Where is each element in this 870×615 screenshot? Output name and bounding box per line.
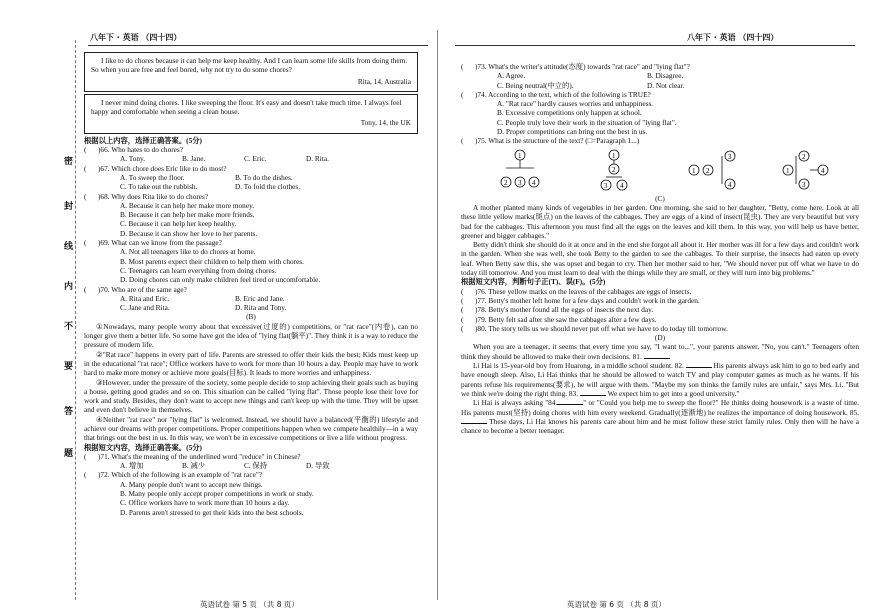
section-instruction: 根据短文内容，判断句子正(T)、误(F)。(5分) (461, 277, 606, 287)
left-header-rule (88, 45, 428, 46)
svg-text:2: 2 (802, 152, 806, 161)
svg-text:2: 2 (612, 165, 616, 174)
blank-81[interactable] (644, 352, 670, 359)
question-71: ( )71. What's the meaning of the underlined word "reduce" in Chinese? (84, 451, 301, 461)
seal-line (75, 40, 76, 600)
question-67: ( )67. Which chore does Eric like to do most? (84, 163, 227, 173)
left-header: 八年下 · 英语 （四十四） (90, 33, 182, 42)
passage-b-p3: ③However, under the pressure of the society, some people decide to stop achieving their goals such as buying a house, getting good grades and so on. This situation can be called "lying flat". Those people lose their love for work and study. Besides, they don't want to accept new things and can't keep up with the time. They will be upset and even don't believe in themselves. (84, 377, 418, 415)
svg-text:3: 3 (802, 180, 806, 189)
blank-84[interactable] (557, 398, 583, 405)
question-78: ( )78. Betty's mother found all the eggs of insects the next day. (461, 305, 654, 315)
side-char: 线 (64, 242, 74, 252)
svg-text:3: 3 (518, 178, 522, 187)
left-column (84, 52, 418, 517)
structure-diagrams (483, 148, 859, 192)
svg-text:4: 4 (620, 181, 624, 190)
structure-diagram-b (584, 148, 664, 192)
question-72: ( )72. Which of the following is an example of "rat race"? (84, 470, 263, 480)
right-footer: 英语试卷 第 6 页 （共 8 页） (567, 599, 666, 609)
options-67: A. To sweep the floor. B. To do the dishes. C. To take out the rubbish. D. To fold the clothes. (120, 172, 301, 192)
structure-diagram-c (678, 148, 758, 192)
right-header: 八年下 · 英语 （四十四） (687, 33, 779, 42)
section-d-title: (D) (654, 333, 666, 343)
blank-85[interactable] (461, 417, 487, 424)
passage-c-p1: A mother planted many kinds of vegetables in her garden. One morning, she said to her daughter, "Betty, come here. Look at all these little yellow marks(斑点) on the leaves of the cabbages. They are eggs of a kind of insect(昆虫). They are very beautiful but very bad for the cabbages. This afternoon you must find all the eggs on the leaves and kill them. In this way, you will help us have better, greener and bigger cabbages." (461, 202, 859, 240)
options-74: A. "Rat race" hardly causes worries and unhappiness. B. Excessive competitions only happen at school. C. People truly love their work in the situation of "lying flat". D. Proper competitions can bring out the best in us. (497, 99, 677, 137)
question-74: ( )74. According to the text, which of the following is TRUE? (461, 89, 651, 99)
svg-text:3: 3 (728, 152, 732, 161)
structure-diagram-d (772, 148, 852, 192)
structure-diagram-a (490, 148, 570, 192)
svg-text:3: 3 (604, 181, 608, 190)
quote-text: I never mind doing chores. I like sweeping the floor. It's easy and doesn't take much time. I always feel happy and comfortable when seeing a clean house. (91, 97, 402, 117)
section-c-title: (C) (655, 193, 665, 203)
passage-d-p2: Li Hai is 15-year-old boy from Huarong, in a middle school student. 82. His parents always ask him to go to bed early and have enough sleep. Also, Li Hai thinks that he should be allowed to watch TV and play computer games as much as he wants. If his parents refuse his requirements(要求), he will argue with them. "Maybe my son thinks the family rules are unfair," says Mrs. Li. "But we think we're doing the right thing. 83. We expect him to get into a good university." (461, 361, 859, 398)
options-71: A. 增加 B. 减少 C. 保持 D. 导致 (120, 461, 330, 471)
passage-b-p1: ①Nowadays, many people worry about that excessive(过度的) competitions, or "rat race"(内卷), can no longer give them a better life. So some have got the idea of "lying flat(躺平)". They think it is a way to reduce the pressure of modern life. (84, 321, 418, 350)
question-79: ( )79. Betty felt sad after she saw the cabbages after a few days. (461, 314, 657, 324)
svg-text:4: 4 (821, 166, 825, 175)
question-76: ( )76. These yellow marks on the leaves of the cabbages are eggs of insects. (461, 286, 692, 296)
side-char: 内 (64, 282, 74, 292)
svg-text:1: 1 (786, 166, 790, 175)
quote-text: I like to do chores because it can help me keep healthy. And I can learn some life skills from doing them. So when you are free and feel bored, why not try to do some chores? (91, 56, 408, 75)
left-footer: 英语试卷 第 5 页 （共 8 页） (200, 599, 299, 609)
side-char: 密 (64, 157, 74, 167)
question-73: ( )73. What's the writer's attitude(态度) towards "rat race" and "lying flat"? (461, 62, 690, 71)
passage-d-p1: When you are a teenager, it seems that every time you say, "I want to...", your parents answer, "No, you can't." Teenagers often think they should be allowed to make their own decisions. 81. (461, 342, 859, 361)
options-68: A. Because it can help her make more money. B. Because it can help her make more friends. C. Because it can help her keep healthy. D. Because it can show her love to her parents. (120, 200, 258, 238)
question-66: ( )66. Who hates to do chores? (84, 145, 183, 155)
blank-83[interactable] (580, 389, 606, 396)
passage-b-p2: ②"Rat race" happens in every part of life. Parents are stressed to offer their kids the best; Kids must keep up in the educational "rat race"; Office workers have to work for more than 10 hours a day. People may have to work hard to make more money or achieve more goals(目标). It leads to more worries and unhappiness. (84, 349, 418, 378)
side-char: 要 (64, 362, 74, 372)
passage-d-p3: Li Hai is always asking "84. " or "Could you help me to sweep the floor?" He thinks doing housework is a waste of time. His parents must(坚持) doing chores with him every weekend. Gradually(逐渐地) he realizes the importance of doing housework. 85. These days, Li Hai knows his parents care about him and he must follow these strict family rules. Only then will he have a chance to become a better teenager. (461, 398, 859, 436)
quote-box-tony (84, 94, 418, 134)
svg-text:1: 1 (692, 166, 696, 175)
svg-text:4: 4 (728, 180, 732, 189)
svg-text:2: 2 (706, 166, 710, 175)
question-80: ( )80. The story tells us we should never put off what we have to do today till tomorrow. (461, 323, 728, 333)
question-68: ( )68. Why does Rita like to do chores? (84, 191, 209, 201)
section-instruction: 根据以上内容，选择正确答案。(5分) (84, 135, 202, 145)
section-instruction: 根据短文内容，选择正确答案。(5分) (84, 442, 202, 452)
passage-c-p2: Betty didn't think she should do it at once and in the end she forgot all about it. Her mother was ill for a few days and couldn't work in the garden. When she was well, she took Betty to the garden to see the cabbages. To their surprise, the insects had eaten up every leaf. When Betty saw this, she was upset and began to cry. Then her mother said to her, "We should never put off what we have to do today till tomorrow. And you must learn to deal with the things while they are small, or they will turn into big problems." (461, 240, 859, 278)
quote-sign: Tony, 14, the UK (360, 118, 411, 128)
right-header-rule (455, 45, 855, 46)
options-72: A. Many people don't want to accept new things. B. Many people only accept proper competitions in work or study. C. Office workers have to work more than 10 hours a day. D. Parents aren't stressed to get their kids into the best schools. (120, 479, 314, 517)
options-73: A. Agree. B. Disagree. C. Being neutral(中立的). D. Not clear. (497, 71, 685, 90)
blank-82[interactable] (686, 361, 712, 368)
side-char: 封 (64, 202, 74, 212)
section-b-title: (B) (246, 312, 256, 322)
svg-text:2: 2 (504, 178, 508, 187)
question-69: ( )69. What can we know from the passage? (84, 238, 222, 248)
options-69: A. Not all teenagers like to do chores at home. B. Most parents expect their children to help them with chores. C. Teenagers can learn everything from doing chores. D. Doing chores can only make children feel tired or uncomfortable. (120, 247, 321, 285)
side-char: 不 (64, 322, 74, 332)
options-66: A. Tony. B. Jane. C. Eric. D. Rita. (120, 154, 329, 164)
quote-sign: Rita, 14, Australia (357, 76, 411, 86)
right-page (437, 0, 870, 615)
passage-b-p4: ④Neither "rat race" nor "lying flat" is welcomed. Instead, we should have a balanced(平衡的) lifestyle and achieve our dreams with proper competitions. Proper competitions happen when we compete healthily—in a way that brings out the best in us. In this way, we won't be in excessive competitions or live a life without progress. (84, 414, 418, 443)
question-75: ( )75. What is the structure of the text? (□=Paragraph 1...) (461, 136, 640, 146)
svg-text:4: 4 (532, 178, 536, 187)
question-70: ( )70. Who are of the same age? (84, 284, 187, 294)
question-77: ( )77. Betty's mother left home for a few days and couldn't work in the garden. (461, 295, 700, 305)
svg-text:1: 1 (518, 151, 522, 160)
side-char: 题 (64, 449, 74, 459)
right-column (461, 62, 859, 435)
svg-text:1: 1 (612, 151, 616, 160)
side-char: 答 (64, 407, 74, 417)
options-70: A. Rita and Eric. B. Eric and Jane. C. Jane and Rita. D. Rita and Tony. (120, 293, 287, 313)
quote-box-rita (84, 52, 418, 92)
